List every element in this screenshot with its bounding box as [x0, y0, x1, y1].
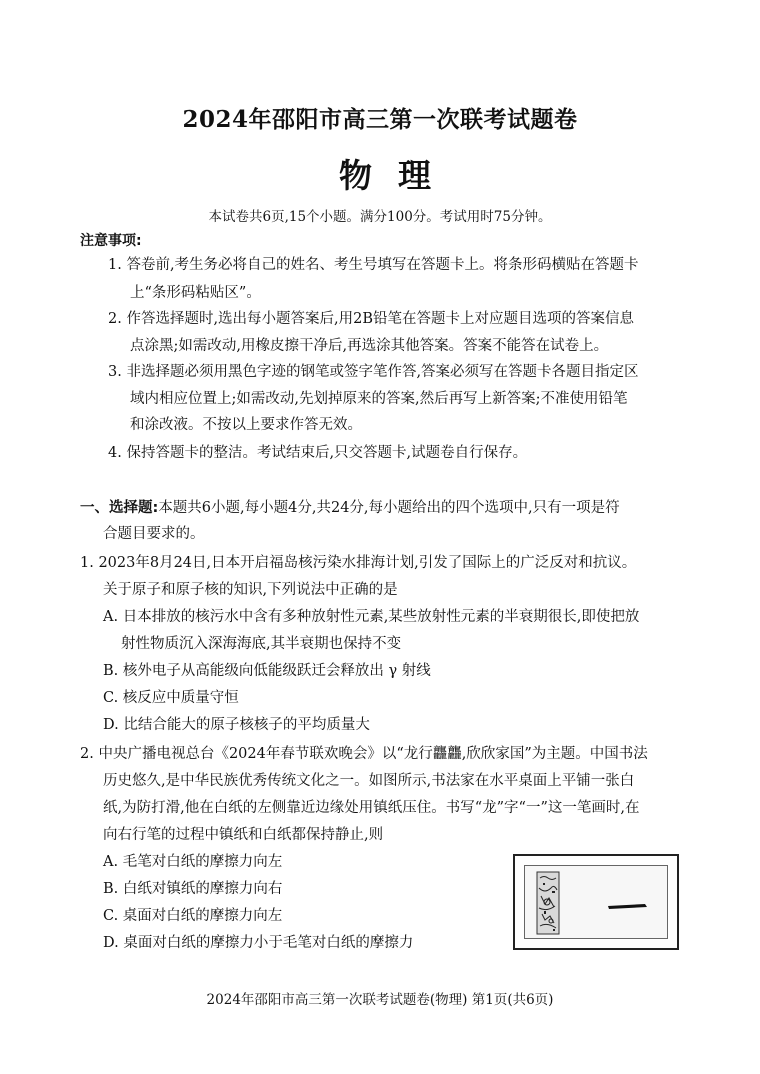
section-label: 一、选择题:: [80, 500, 159, 516]
notice-line: 1. 答卷前,考生务必将自己的姓名、考生号填写在答题卡上。将条形码横贴在答题卡: [108, 257, 639, 273]
exam-title: 2024年邵阳市高三第一次联考试题卷: [182, 106, 578, 133]
section-heading: [80, 498, 620, 518]
question-1-stem-cont: 关于原子和原子核的知识,下列说法中正确的是: [103, 582, 398, 598]
question-1-option-d: D. 比结合能大的原子核核子的平均质量大: [103, 717, 370, 733]
notice-line: 3. 非选择题必须用黑色字迹的钢笔或签字笔作答,答案必须写在答题卡各题目指定区: [108, 364, 639, 380]
section-text: 本题共6小题,每小题4分,共24分,每小题给出的四个选项中,只有一项是符: [158, 500, 620, 516]
notice-line: 2. 作答选择题时,选出每小题答案后,用2B铅笔在答题卡上对应题目选项的答案信息: [108, 311, 635, 327]
notice-line: 上“条形码粘贴区”。: [130, 285, 261, 301]
subject-title: 物理: [339, 156, 457, 195]
question-2-stem-cont: 向右行笔的过程中镇纸和白纸都保持静止,则: [103, 827, 384, 843]
question-2-stem: 2. 中央广播电视总台《2024年春节联欢晚会》以“龙行龘龘,欣欣家国”为主题。中国书法: [80, 746, 648, 762]
calligraphy-figure: [513, 854, 679, 950]
question-1-option-a: A. 日本排放的核污水中含有多种放射性元素,某些放射性元素的半衰期很长,即使把放: [103, 609, 640, 625]
question-1-option-b: B. 核外电子从高能级向低能级跃迁会释放出 γ 射线: [103, 663, 431, 679]
question-2-stem-cont: 历史悠久,是中华民族优秀传统文化之一。如图所示,书法家在水平桌面上平铺一张白: [103, 773, 635, 789]
notice-heading: 注意事项:: [80, 233, 142, 249]
page-footer: 2024年邵阳市高三第一次联考试题卷(物理) 第1页(共6页): [206, 992, 554, 1008]
notice-line: 点涂黑;如需改动,用橡皮擦干净后,再选涂其他答案。答案不能答在试卷上。: [130, 338, 609, 354]
section-text-cont: 合题目要求的。: [103, 526, 205, 542]
question-1-stem: 1. 2023年8月24日,日本开启福岛核污染水排海计划,引发了国际上的广泛反对和抗议。: [80, 555, 637, 571]
question-2-option-a: A. 毛笔对白纸的摩擦力向左: [103, 854, 283, 870]
question-2-stem-cont: 纸,为防打滑,他在白纸的左侧靠近边缘处用镇纸压住。书写“龙”字“一”这一笔画时,在: [103, 800, 640, 816]
notice-line: 域内相应位置上;如需改动,先划掉原来的答案,然后再写上新答案;不准使用铅笔: [130, 391, 628, 407]
question-1-option-c: C. 核反应中质量守恒: [103, 690, 239, 706]
question-2-option-b: B. 白纸对镇纸的摩擦力向右: [103, 881, 283, 897]
notice-line: 4. 保持答题卡的整洁。考试结束后,只交答题卡,试题卷自行保存。: [108, 445, 528, 461]
question-2-option-d: D. 桌面对白纸的摩擦力小于毛笔对白纸的摩擦力: [103, 935, 414, 951]
brush-stroke: [608, 904, 647, 909]
paper-sheet: [524, 865, 668, 939]
question-2-option-c: C. 桌面对白纸的摩擦力向左: [103, 908, 283, 924]
paperweight-image: [525, 866, 669, 940]
question-1-option-a-cont: 射性物质沉入深海海底,其半衰期也保持不变: [121, 636, 402, 652]
exam-intro: 本试卷共6页,15个小题。满分100分。考试用时75分钟。: [208, 209, 552, 225]
notice-line: 和涂改液。不按以上要求作答无效。: [130, 417, 362, 433]
